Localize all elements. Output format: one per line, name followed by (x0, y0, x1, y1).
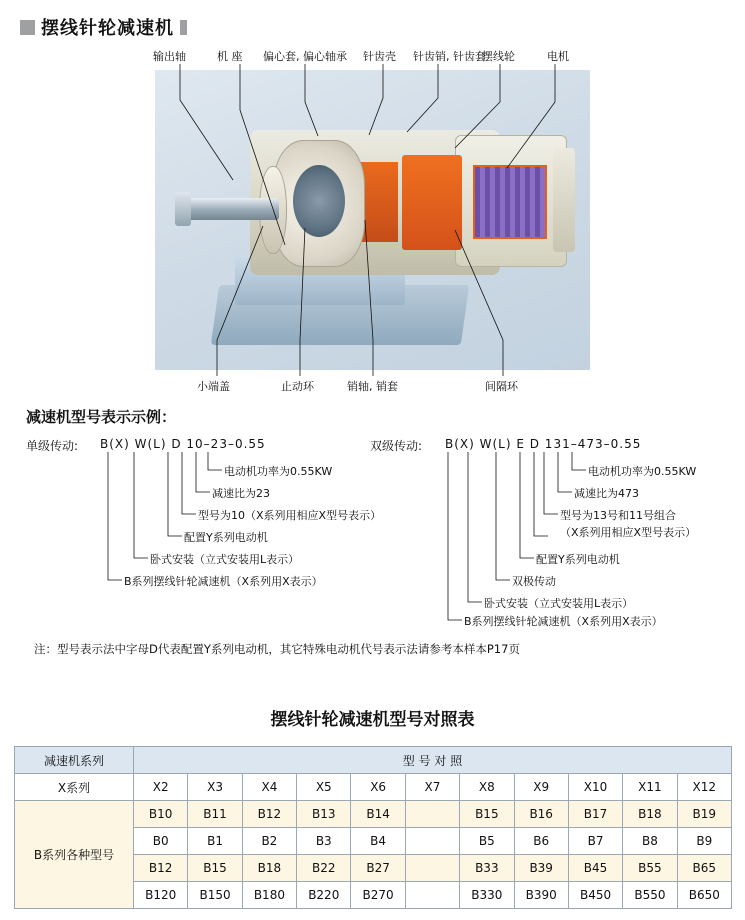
table-cell: B330 (460, 882, 514, 909)
table-cell: X9 (514, 774, 568, 801)
single-note-6: B系列摆线针轮减速机（X系列用X表示） (124, 575, 323, 588)
table-cell: B1 (188, 828, 242, 855)
figure-label-pin-shaft: 销轴, 销套 (347, 380, 398, 393)
double-note-4: 配置Y系列电动机 (536, 553, 620, 566)
double-note-3b: （X系列用相应X型号表示） (560, 526, 697, 539)
single-note-5: 卧式安装（立式安装用L表示） (150, 553, 300, 566)
table-cell: B220 (297, 882, 351, 909)
table-cell: B9 (677, 828, 731, 855)
table-cell: B12 (242, 801, 296, 828)
single-stage-label: 单级传动: (26, 439, 79, 453)
table-cell: B15 (188, 855, 242, 882)
figure-label-spacer-ring: 间隔环 (485, 380, 518, 393)
table-cell: B180 (242, 882, 296, 909)
table-cell: B45 (568, 855, 622, 882)
table-cell: B550 (623, 882, 677, 909)
table-cell (405, 882, 459, 909)
table-cell: X8 (460, 774, 514, 801)
table-cell (405, 855, 459, 882)
table-cell: X2 (134, 774, 188, 801)
table-cell: B150 (188, 882, 242, 909)
double-stage-code: B(X) W(L) E D 131–473–0.55 (445, 437, 642, 451)
machine-motor-core-shape (473, 165, 547, 239)
table-cell: X12 (677, 774, 731, 801)
table-cell: X5 (297, 774, 351, 801)
cutaway-illustration (155, 70, 590, 370)
table-cell: B7 (568, 828, 622, 855)
single-note-2: 减速比为23 (212, 487, 270, 500)
table-title: 摆线针轮减速机型号对照表 (270, 710, 475, 730)
table-cell (405, 801, 459, 828)
table-cell: B0 (134, 828, 188, 855)
figure-label-base: 机 座 (217, 50, 243, 63)
double-note-7: B系列摆线针轮减速机（X系列用X表示） (464, 615, 663, 628)
machine-pin-housing-shape (360, 162, 398, 242)
table-cell: B10 (134, 801, 188, 828)
table-cell: B11 (188, 801, 242, 828)
table-cell: B17 (568, 801, 622, 828)
figure-label-eccentric: 偏心套, 偏心轴承 (263, 50, 347, 63)
model-comparison-table (14, 746, 732, 909)
model-code-section-title: 减速机型号表示示例： (26, 408, 177, 426)
figure-label-pin-housing: 针齿壳 (363, 50, 396, 63)
table-cell: X11 (623, 774, 677, 801)
table-cell: B16 (514, 801, 568, 828)
table-cell: B2 (242, 828, 296, 855)
table-header-span: 型 号 对 照 (134, 747, 732, 774)
title-marker-icon (20, 20, 35, 35)
double-note-2: 减速比为473 (574, 487, 639, 500)
table-cell: B14 (351, 801, 405, 828)
table-cell: B39 (514, 855, 568, 882)
table-row (15, 774, 732, 801)
table-cell: B55 (623, 855, 677, 882)
table-cell: B4 (351, 828, 405, 855)
table-cell: B18 (623, 801, 677, 828)
double-note-1: 电动机功率为0.55KW (588, 465, 697, 478)
table-row (15, 801, 732, 828)
single-stage-code: B(X) W(L) D 10–23–0.55 (100, 437, 266, 451)
table-cell: B13 (297, 801, 351, 828)
page-title (20, 14, 187, 40)
table-header-row (15, 747, 732, 774)
table-cell: B450 (568, 882, 622, 909)
table-header-series: 减速机系列 (15, 747, 134, 774)
figure-label-stop-ring: 止动环 (281, 380, 314, 393)
table-cell: X7 (405, 774, 459, 801)
table-cell: X6 (351, 774, 405, 801)
machine-winding-shape (402, 155, 462, 250)
double-stage-label: 双级传动: (370, 439, 423, 453)
machine-output-shaft-shape (187, 198, 279, 220)
table-cell: B15 (460, 801, 514, 828)
single-note-1: 电动机功率为0.55KW (224, 465, 333, 478)
model-code-footnote: 注：型号表示法中字母D代表配置Y系列电动机，其它特殊电动机代号表示法请参考本样本P17页 (34, 642, 520, 656)
table-cell: B6 (514, 828, 568, 855)
figure-label-pin-sleeve: 针齿销, 针齿套 (413, 50, 486, 63)
table-cell: B5 (460, 828, 514, 855)
machine-shaft-cap-shape (175, 192, 191, 226)
table-cell: X10 (568, 774, 622, 801)
table-cell: B12 (134, 855, 188, 882)
table-cell: B19 (677, 801, 731, 828)
table-cell: X4 (242, 774, 296, 801)
table-cell: B3 (297, 828, 351, 855)
table-cell: B27 (351, 855, 405, 882)
table-cell: B650 (677, 882, 731, 909)
figure-label-output-shaft: 输出轴 (153, 50, 186, 63)
double-note-5: 双极传动 (512, 575, 556, 588)
table-row-label-b-series: B系列各种型号 (15, 801, 134, 909)
table-cell (405, 828, 459, 855)
table-cell: B8 (623, 828, 677, 855)
table-cell: B33 (460, 855, 514, 882)
double-note-3: 型号为13号和11号组合 (560, 509, 676, 522)
table-cell: B65 (677, 855, 731, 882)
single-note-4: 配置Y系列电动机 (184, 531, 268, 544)
table-row-label: X系列 (15, 774, 134, 801)
page-title-text: 摆线针轮减速机 (41, 18, 174, 39)
figure-label-cycloid-wheel: 摆线轮 (482, 50, 515, 63)
table-cell: B22 (297, 855, 351, 882)
table-cell: X3 (188, 774, 242, 801)
figure-label-small-end-cover: 小端盖 (197, 380, 230, 393)
title-marker-end-icon (180, 20, 187, 35)
table-cell: B270 (351, 882, 405, 909)
single-note-3: 型号为10（X系列用相应X型号表示） (198, 509, 382, 522)
table-cell: B120 (134, 882, 188, 909)
machine-bearing-shape (293, 165, 345, 237)
table-cell: B390 (514, 882, 568, 909)
machine-end-cap-shape (553, 148, 575, 252)
double-note-6: 卧式安装（立式安装用L表示） (484, 597, 634, 610)
figure-label-motor: 电机 (547, 50, 569, 63)
product-figure (155, 40, 590, 398)
table-cell: B18 (242, 855, 296, 882)
